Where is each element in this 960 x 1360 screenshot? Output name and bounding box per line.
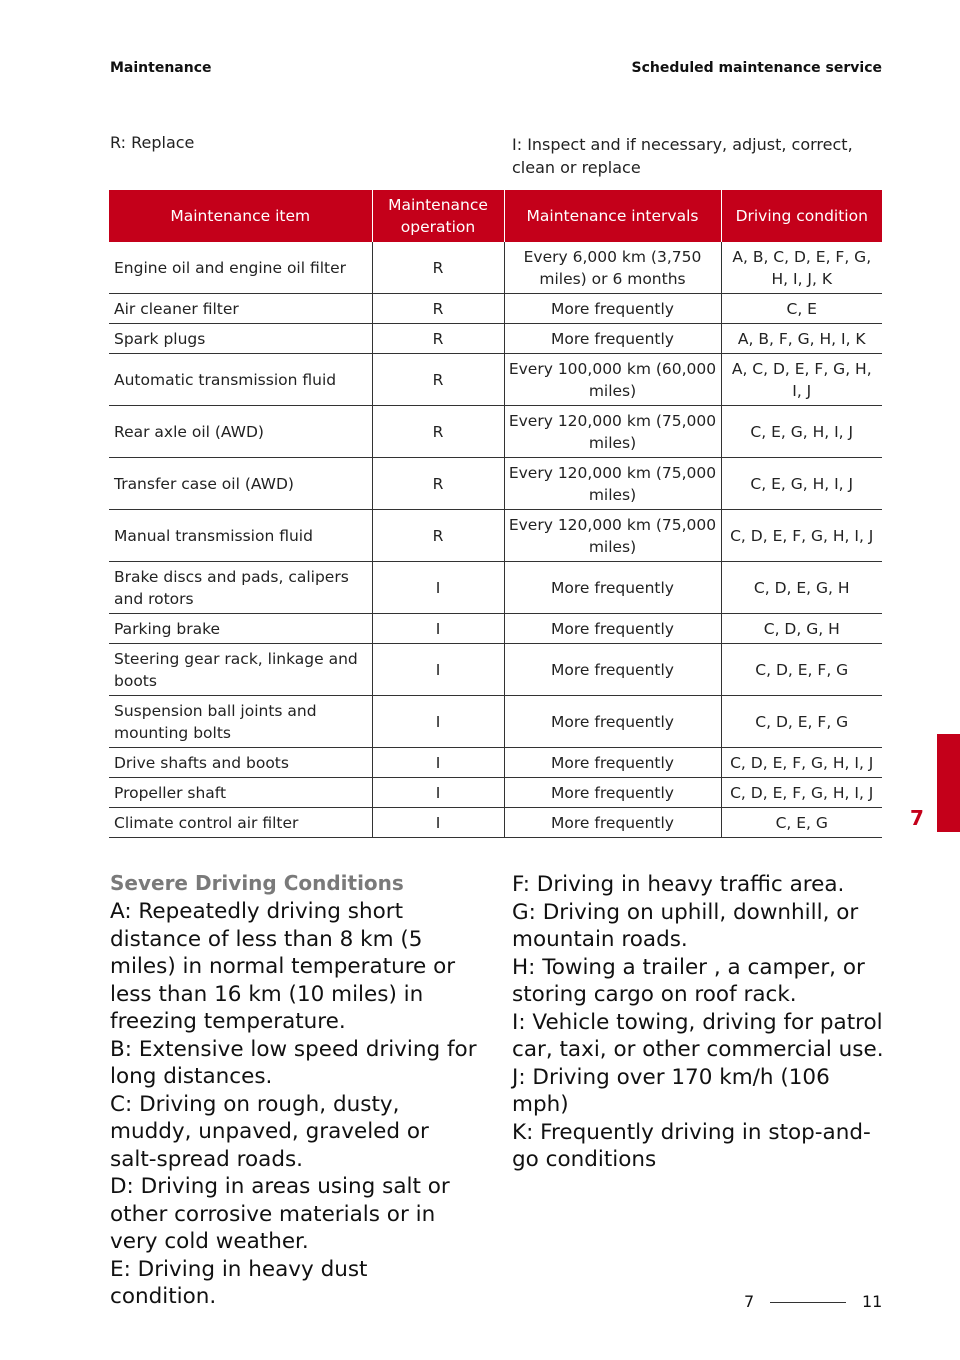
cell-condition: C, D, G, H: [721, 614, 882, 644]
table-row: [109, 406, 882, 458]
table-row: [109, 562, 882, 614]
cell-operation: R: [372, 510, 504, 562]
cell-condition: A, B, C, D, E, F, G, H, I, J, K: [721, 242, 882, 294]
condition-e: E: Driving in heavy dust condition.: [110, 1256, 368, 1309]
table-row: [109, 748, 882, 778]
cell-interval: More frequently: [504, 562, 721, 614]
condition-h: H: Towing a trailer , a camper, or storing cargo on roof rack.: [512, 954, 865, 1007]
cell-condition: A, B, F, G, H, I, K: [721, 324, 882, 354]
condition-a: A: Repeatedly driving short distance of less than 8 km (5 miles) in normal temperature or less than 16 km (10 miles) in freezing temperature.: [110, 899, 456, 1034]
cell-condition: C, D, E, F, G: [721, 644, 882, 696]
condition-j: J: Driving over 170 km/h (106 mph): [512, 1064, 830, 1117]
cell-interval: More frequently: [504, 324, 721, 354]
cell-operation: R: [372, 242, 504, 294]
condition-b: B: Extensive low speed driving for long distances.: [110, 1036, 477, 1089]
header-maintenance-item: Maintenance item: [109, 190, 372, 242]
cell-interval: More frequently: [504, 644, 721, 696]
cell-condition: C, E, G: [721, 808, 882, 838]
header-driving-condition: Driving condition: [721, 190, 882, 242]
cell-interval: Every 6,000 km (3,750 miles) or 6 months: [504, 242, 721, 294]
cell-condition: C, E: [721, 294, 882, 324]
cell-interval: Every 120,000 km (75,000 miles): [504, 458, 721, 510]
cell-interval: More frequently: [504, 294, 721, 324]
cell-operation: I: [372, 696, 504, 748]
chapter-tab-number: 7: [910, 806, 924, 830]
table-row: [109, 294, 882, 324]
cell-item: Manual transmission fluid: [109, 510, 372, 562]
cell-item: Transfer case oil (AWD): [109, 458, 372, 510]
table-row: [109, 242, 882, 294]
cell-item: Drive shafts and boots: [109, 748, 372, 778]
table-row: [109, 778, 882, 808]
table-row: [109, 808, 882, 838]
cell-interval: More frequently: [504, 614, 721, 644]
condition-k: K: Frequently driving in stop-and-go conditions: [512, 1119, 871, 1172]
cell-operation: R: [372, 294, 504, 324]
cell-condition: C, E, G, H, I, J: [721, 458, 882, 510]
cell-condition: C, D, E, F, G, H, I, J: [721, 778, 882, 808]
cell-operation: I: [372, 614, 504, 644]
table-row: [109, 696, 882, 748]
cell-operation: R: [372, 324, 504, 354]
cell-condition: C, E, G, H, I, J: [721, 406, 882, 458]
condition-d: D: Driving in areas using salt or other corrosive materials or in very cold weather.: [110, 1174, 450, 1254]
cell-item: Propeller shaft: [109, 778, 372, 808]
footer-page-number: 11: [862, 1292, 883, 1311]
table-row: [109, 614, 882, 644]
cell-operation: I: [372, 808, 504, 838]
cell-operation: R: [372, 458, 504, 510]
condition-g: G: Driving on uphill, downhill, or mountain roads.: [512, 899, 859, 952]
cell-item: Spark plugs: [109, 324, 372, 354]
cell-operation: R: [372, 354, 504, 406]
cell-item: Rear axle oil (AWD): [109, 406, 372, 458]
cell-condition: A, C, D, E, F, G, H, I, J: [721, 354, 882, 406]
table-header-row: [109, 190, 882, 242]
condition-i: I: Vehicle towing, driving for patrol car, taxi, or other commercial use.: [512, 1009, 884, 1062]
severe-conditions-title: Severe Driving Conditions: [110, 871, 404, 895]
table-row: [109, 510, 882, 562]
section-header: Maintenance: [110, 60, 212, 76]
cell-interval: Every 100,000 km (60,000 miles): [504, 354, 721, 406]
cell-operation: I: [372, 644, 504, 696]
chapter-title: Scheduled maintenance service: [631, 60, 882, 76]
cell-interval: Every 120,000 km (75,000 miles): [504, 406, 721, 458]
conditions-left-column: [110, 898, 480, 1311]
conditions-right-column: [512, 871, 892, 1174]
legend-inspect: I: Inspect and if necessary, adjust, correct, clean or replace: [512, 135, 853, 177]
cell-interval: More frequently: [504, 748, 721, 778]
cell-item: Climate control air filter: [109, 808, 372, 838]
cell-item: Engine oil and engine oil filter: [109, 242, 372, 294]
cell-operation: I: [372, 778, 504, 808]
cell-condition: C, D, E, F, G, H, I, J: [721, 510, 882, 562]
cell-interval: More frequently: [504, 778, 721, 808]
cell-item: Parking brake: [109, 614, 372, 644]
footer-chapter-number: 7: [744, 1292, 755, 1311]
cell-operation: I: [372, 748, 504, 778]
cell-interval: More frequently: [504, 696, 721, 748]
legend-replace: R: Replace: [110, 133, 195, 152]
cell-item: Automatic transmission fluid: [109, 354, 372, 406]
cell-condition: C, D, E, F, G, H, I, J: [721, 748, 882, 778]
condition-f: F: Driving in heavy traffic area.: [512, 872, 845, 897]
cell-interval: More frequently: [504, 808, 721, 838]
table-row: [109, 644, 882, 696]
table-row: [109, 458, 882, 510]
cell-condition: C, D, E, F, G: [721, 696, 882, 748]
chapter-tab: [937, 734, 960, 832]
table-row: [109, 324, 882, 354]
maintenance-table: [109, 190, 882, 838]
cell-condition: C, D, E, G, H: [721, 562, 882, 614]
footer-divider: [770, 1302, 846, 1303]
cell-operation: I: [372, 562, 504, 614]
cell-interval: Every 120,000 km (75,000 miles): [504, 510, 721, 562]
cell-operation: R: [372, 406, 504, 458]
table-row: [109, 354, 882, 406]
cell-item: Steering gear rack, linkage and boots: [109, 644, 372, 696]
cell-item: Brake discs and pads, calipers and rotors: [109, 562, 372, 614]
header-maintenance-intervals: Maintenance intervals: [504, 190, 721, 242]
header-maintenance-operation: Maintenance operation: [372, 190, 504, 242]
cell-item: Air cleaner filter: [109, 294, 372, 324]
condition-c: C: Driving on rough, dusty, muddy, unpaved, graveled or salt-spread roads.: [110, 1091, 429, 1172]
cell-item: Suspension ball joints and mounting bolts: [109, 696, 372, 748]
